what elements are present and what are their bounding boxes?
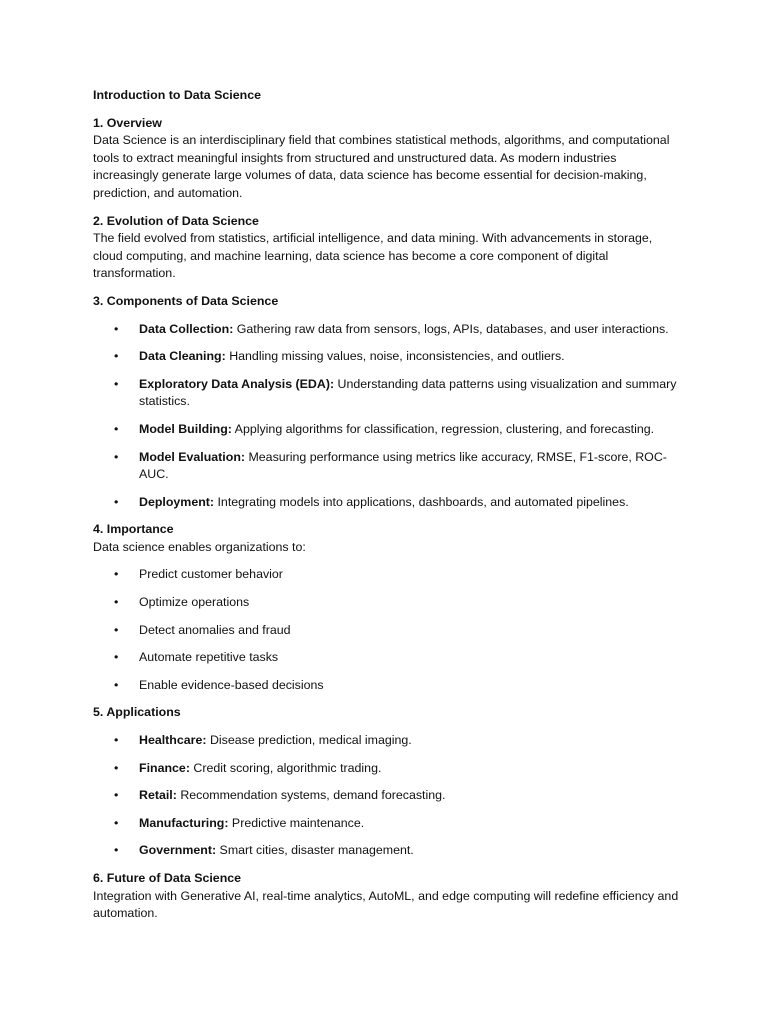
section-heading: 5. Applications: [93, 705, 181, 720]
list-item-term: Government:: [139, 843, 217, 858]
list-item: • Enable evidence-based decisions: [93, 677, 683, 695]
list-item-text: Understanding data patterns using visualization and summary statistics.: [139, 376, 677, 409]
list-item: [93, 421, 683, 439]
list-item: [93, 348, 683, 366]
list-item: [93, 376, 683, 411]
list-item: [93, 449, 683, 484]
list-item: [93, 732, 683, 750]
list-item-text: Predictive maintenance.: [228, 815, 365, 830]
list-item: [93, 815, 683, 833]
list-item: [93, 842, 683, 860]
list-item-term: Healthcare:: [139, 733, 207, 748]
list-item-text: Measuring performance using metrics like accuracy, RMSE, F1-score, ROC-AUC.: [139, 449, 667, 482]
list-item: • Automate repetitive tasks: [93, 649, 683, 667]
section-heading: 6. Future of Data Science: [93, 871, 242, 885]
section-importance: [93, 521, 683, 694]
document-page: [93, 87, 683, 933]
section-overview: [93, 115, 683, 203]
section-future: [93, 870, 683, 923]
list-item-term: Retail:: [139, 788, 177, 803]
list-item-text: Credit scoring, algorithmic trading.: [189, 760, 382, 775]
list-item: [93, 321, 683, 339]
section-heading: 3. Components of Data Science: [93, 293, 279, 308]
list-item-term: Deployment:: [139, 494, 215, 509]
section-heading: 1. Overview: [93, 115, 162, 130]
section-paragraph: Data Science is an interdisciplinary field that combines statistical methods, algorithms, and computational tools to extract meaningful insights from structured and unstructured data. As modern industries increasingly generate large volumes of data, data science has become essential for decision-making, prediction, and automation.: [93, 133, 670, 200]
section-components: [93, 293, 683, 511]
components-list: [93, 321, 683, 512]
list-item-text: Gathering raw data from sensors, logs, APIs, databases, and user interactions.: [233, 321, 669, 336]
section-heading: 4. Importance: [93, 522, 174, 537]
importance-list: [93, 566, 683, 694]
list-item-text: Handling missing values, noise, inconsistencies, and outliers.: [225, 349, 565, 364]
section-paragraph: Data science enables organizations to:: [93, 539, 306, 554]
list-item-term: Exploratory Data Analysis (EDA):: [139, 376, 335, 391]
list-item-term: Model Building:: [139, 421, 232, 436]
section-paragraph: The field evolved from statistics, artificial intelligence, and data mining. With advancements in storage, cloud computing, and machine learning, data science has become a core component of digital transformation.: [93, 231, 653, 281]
list-item-term: Model Evaluation:: [139, 449, 246, 464]
list-item: • Optimize operations: [93, 594, 683, 612]
section-evolution: [93, 213, 683, 283]
document-title: Introduction to Data Science: [93, 88, 261, 102]
list-item-text: Integrating models into applications, dashboards, and automated pipelines.: [214, 494, 629, 509]
list-item: • Predict customer behavior: [93, 566, 683, 584]
section-heading: 2. Evolution of Data Science: [93, 213, 259, 228]
list-item: • Detect anomalies and fraud: [93, 622, 683, 640]
list-item: [93, 494, 683, 512]
section-paragraph: Integration with Generative AI, real-time analytics, AutoML, and edge computing will redefine efficiency and automation.: [93, 888, 679, 921]
list-item-term: Manufacturing:: [139, 815, 229, 830]
list-item: [93, 787, 683, 805]
list-item-text: Disease prediction, medical imaging.: [206, 733, 412, 748]
list-item-term: Data Cleaning:: [139, 349, 226, 364]
list-item-text: Applying algorithms for classification, regression, clustering, and forecasting.: [231, 421, 655, 436]
list-item-term: Data Collection:: [139, 321, 234, 336]
list-item-text: Smart cities, disaster management.: [216, 843, 414, 858]
applications-list: [93, 732, 683, 860]
section-applications: [93, 704, 683, 860]
list-item: [93, 760, 683, 778]
list-item-term: Finance:: [139, 760, 190, 775]
list-item-text: Recommendation systems, demand forecasting.: [176, 788, 446, 803]
